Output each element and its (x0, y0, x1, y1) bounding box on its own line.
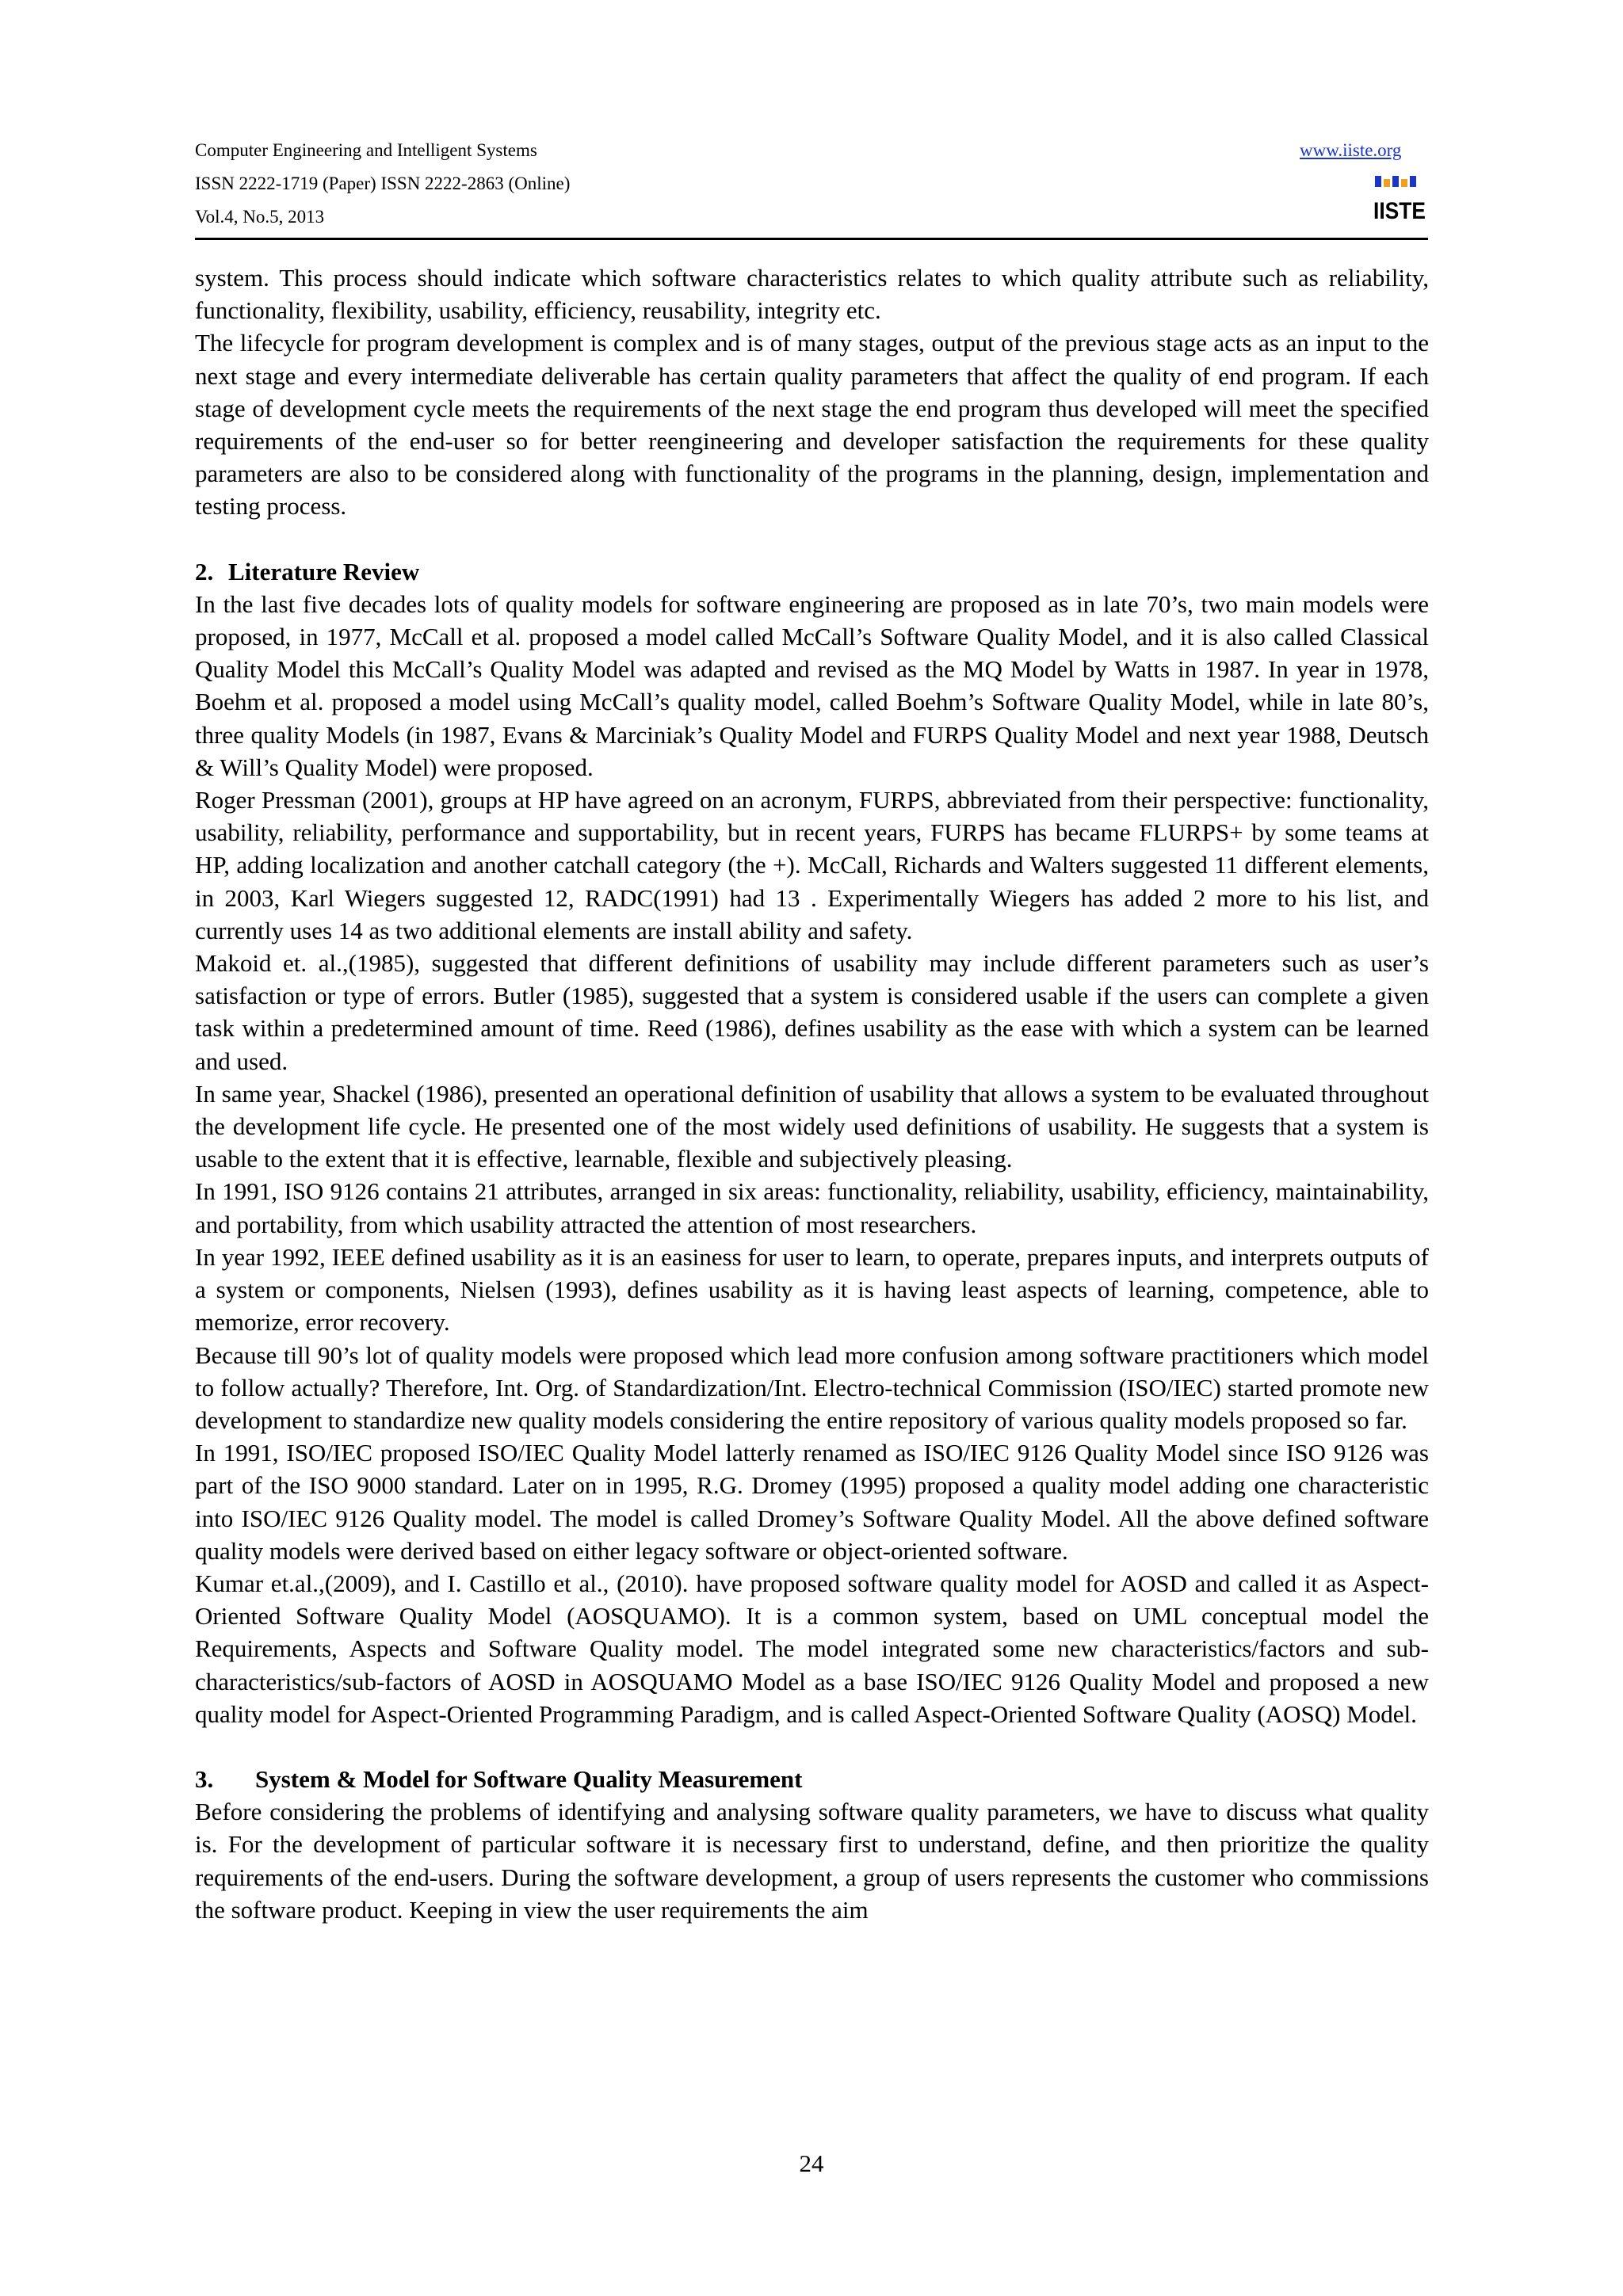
logo-text: IISTE (1373, 198, 1426, 224)
logo-bar-5 (1410, 176, 1416, 187)
section-3-number: 3. (195, 1764, 214, 1793)
logo-bar-3 (1392, 176, 1399, 187)
section-2-number: 2. (195, 557, 214, 585)
section-3-heading (195, 1763, 1429, 1795)
journal-volume: Vol.4, No.5, 2013 (195, 207, 325, 227)
journal-url-link[interactable]: www.iiste.org (1300, 140, 1402, 160)
section-2-paragraph-2: Roger Pressman (2001), groups at HP have agreed on an acronym, FURPS, abbreviated from their perspective: functionality, usability, reliability, performance and supportability, but in recent years, FURPS has became FLURPS+ by some teams at HP, adding localization and another catchall category (the +). McCall, Richards and Walters suggested 11 different elements, in 2003, Karl Wiegers suggested 12, RADC(1991) had 13 . Experimentally Wiegers has added 2 more to his list, and currently uses 14 as two additional elements are install ability and safety. (195, 786, 1429, 944)
section-2-paragraph-8: In 1991, ISO/IEC proposed ISO/IEC Quality Model latterly renamed as ISO/IEC 9126 Quality Model since ISO 9126 was part of the ISO 9000 standard. Later on in 1995, R.G. Dromey (1995) proposed a quality model adding one characteristic into ISO/IEC 9126 Quality model. The model is called Dromey’s Software Quality Model. All the above defined software quality models were derived based on either legacy software or object-oriented software. (195, 1439, 1429, 1565)
section-2-paragraph-7: Because till 90’s lot of quality models were proposed which lead more confusion among software practitioners which model to follow actually? Therefore, Int. Org. of Standardization/Int. Electro-technical Commission (ISO/IEC) started promote new development to standardize new quality models considering the entire repository of various quality models proposed so far. (195, 1341, 1429, 1434)
section-2-paragraph-6: In year 1992, IEEE defined usability as it is an easiness for user to learn, to operate, prepares inputs, and interprets outputs of a system or components, Nielsen (1993), defines usability as it is having least aspects of learning, competence, able to memorize, error recovery. (195, 1242, 1429, 1337)
logo-bar-1 (1375, 176, 1381, 187)
intro-paragraph-1: system. This process should indicate which software characteristics relates to which quality attribute such as reliability, functionality, flexibility, usability, efficiency, reusability, integrity etc. (195, 264, 1429, 325)
section-3-paragraph-1: Before considering the problems of identifying and analysing software quality parameters, we have to discuss what quality is. For the development of particular software it is necessary first to understand, define, and then prioritize the quality requirements of the end-users. During the software development, a group of users represents the customer who commissions the software product. Keeping in view the user requirements the aim (195, 1798, 1429, 1924)
logo-bar-2 (1384, 179, 1390, 187)
section-2-paragraph-1: In the last five decades lots of quality models for software engineering are proposed as in late 70’s, two main models were proposed, in 1977, McCall et al. proposed a model called McCall’s Software Quality Model, and it is also called Classical Quality Model this McCall’s Quality Model was adapted and revised as the MQ Model by Watts in 1987. In year in 1978, Boehm et al. proposed a model using McCall’s quality model, called Boehm’s Software Quality Model, while in late 80’s, three quality Models (in 1987, Evans & Marciniak’s Quality Model and FURPS Quality Model and next year 1988, Deutsch & Will’s Quality Model) were proposed. (195, 589, 1429, 781)
logo-bar-4 (1401, 179, 1407, 187)
header-rule (195, 238, 1428, 240)
section-2-paragraph-4: In same year, Shackel (1986), presented an operational definition of usability that allows a system to be evaluated throughout the development life cycle. He presented one of the most widely used definitions of usability. He suggests that a system is usable to the extent that it is effective, learnable, flexible and subjectively pleasing. (195, 1079, 1429, 1173)
section-2-paragraph-3: Makoid et. al.,(1985), suggested that different definitions of usability may include different parameters such as user’s satisfaction or type of errors. Butler (1985), suggested that a system is considered usable if the users can complete a given task within a predetermined amount of time. Reed (1986), defines usability as the ease with which a system can be learned and used. (195, 949, 1429, 1075)
intro-paragraph-2: The lifecycle for program development is complex and is of many stages, output of the previous stage acts as an input to the next stage and every intermediate deliverable has certain quality parameters that affect the quality of end program. If each stage of development cycle meets the requirements of the next stage the end program thus developed will meet the specified requirements of the end-user so for better reengineering and developer satisfaction the requirements for these quality parameters are also to be considered along with functionality of the programs in the planning, design, implementation and testing process. (195, 329, 1429, 521)
section-2-title: Literature Review (228, 557, 420, 585)
journal-title: Computer Engineering and Intelligent Systems (195, 140, 537, 160)
section-2-paragraph-9: Kumar et.al.,(2009), and I. Castillo et al., (2010). have proposed software quality model for AOSD and called it as Aspect-Oriented Software Quality Model (AOSQUAMO). It is a common system, based on UML conceptual model the Requirements, Aspects and Software Quality model. The model integrated some new characteristics/factors and sub-characteristics/sub-factors of AOSD in AOSQUAMO Model as a base ISO/IEC 9126 Quality Model and proposed a new quality model for Aspect-Oriented Programming Paradigm, and is called Aspect-Oriented Software Quality (AOSQ) Model. (195, 1569, 1429, 1728)
section-2-paragraph-5: In 1991, ISO 9126 contains 21 attributes, arranged in six areas: functionality, reliability, usability, efficiency, maintainability, and portability, from which usability attracted the attention of most researchers. (195, 1177, 1429, 1238)
journal-issn: ISSN 2222-1719 (Paper) ISSN 2222-2863 (Online) (195, 174, 571, 193)
page-number: 24 (799, 2149, 824, 2177)
section-3-title: System & Model for Software Quality Measurement (255, 1764, 803, 1793)
article-body (195, 261, 1429, 1926)
iiste-logo (1372, 173, 1427, 230)
section-2-heading (195, 555, 1429, 588)
